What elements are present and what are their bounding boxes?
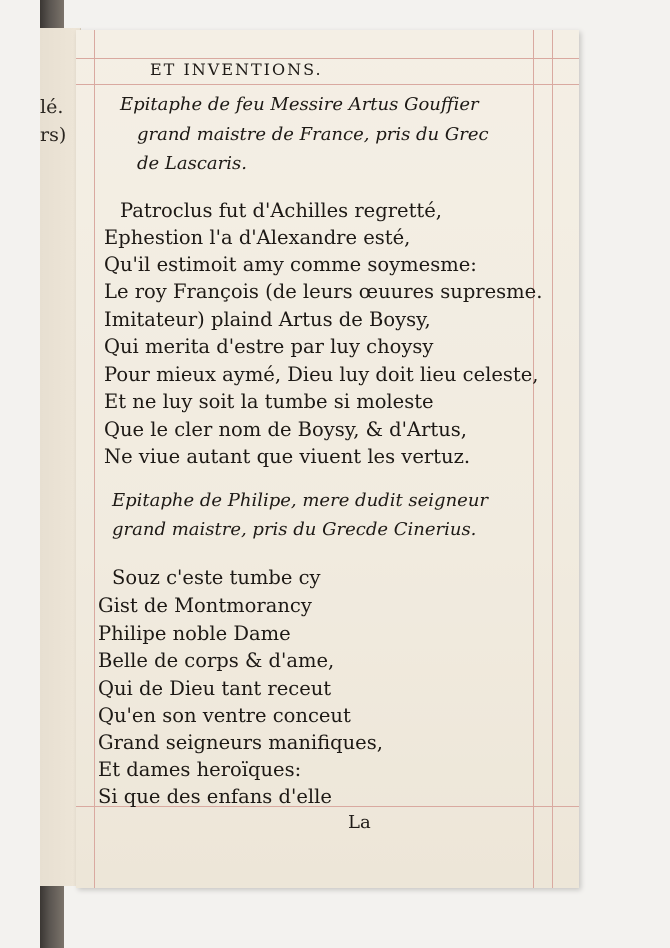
epitaph1-verse-line: Pour mieux aymé, Dieu luy doit lieu celeste,	[104, 363, 539, 386]
epitaph1-verse-line: Le roy François (de leurs œuures supresme.	[104, 280, 543, 303]
epitaph1-title-line: grand maistre de France, pris du Grec	[137, 124, 489, 145]
epitaph1-verse-line: Patroclus fut d'Achilles regretté,	[120, 199, 442, 222]
epitaph2-title-line: Epitaphe de Philipe, mere dudit seigneur	[112, 490, 489, 511]
rule-right	[533, 30, 534, 888]
epitaph1-verse-line: Imitateur) plaind Artus de Boysy,	[104, 308, 431, 331]
previous-page-fragment: rs)	[40, 124, 67, 146]
previous-page-fragment: lé.	[40, 96, 64, 118]
epitaph2-verse-line: Belle de corps & d'ame,	[98, 649, 335, 672]
epitaph2-verse-line: Qui de Dieu tant receut	[98, 677, 332, 700]
epitaph2-verse-line: Si que des enfans d'elle	[98, 785, 332, 808]
epitaph2-verse-line: Gist de Montmorancy	[98, 594, 312, 617]
epitaph2-verse-line: Grand seigneurs manifiques,	[98, 731, 383, 754]
rule-top	[76, 58, 579, 59]
rule-right-outer	[552, 30, 553, 888]
running-head: ET INVENTIONS.	[150, 60, 323, 79]
epitaph1-verse-line: Ephestion l'a d'Alexandre esté,	[104, 226, 411, 249]
rule-left	[94, 30, 95, 888]
epitaph2-verse-line: Et dames heroïques:	[98, 758, 302, 781]
epitaph1-verse-line: Ne viue autant que viuent les vertuz.	[104, 445, 471, 468]
rule-top-2	[76, 84, 579, 85]
epitaph2-title-line: grand maistre, pris du Grecde Cinerius.	[112, 519, 477, 540]
previous-page-edge	[40, 28, 81, 886]
epitaph1-title-line: de Lascaris.	[137, 153, 247, 174]
epitaph1-verse-line: Et ne luy soit la tumbe si moleste	[104, 390, 434, 413]
catchword: La	[348, 812, 371, 833]
epitaph1-title-line: Epitaphe de feu Messire Artus Gouffier	[120, 94, 479, 115]
epitaph1-verse-line: Qui merita d'estre par luy choysy	[104, 335, 434, 358]
epitaph1-verse-line: Que le cler nom de Boysy, & d'Artus,	[104, 418, 468, 441]
epitaph1-verse-line: Qu'il estimoit amy comme soymesme:	[104, 253, 477, 276]
epitaph2-verse-line: Philipe noble Dame	[98, 622, 291, 645]
epitaph2-verse-line: Souz c'este tumbe cy	[112, 566, 321, 589]
epitaph2-verse-line: Qu'en son ventre conceut	[98, 704, 351, 727]
